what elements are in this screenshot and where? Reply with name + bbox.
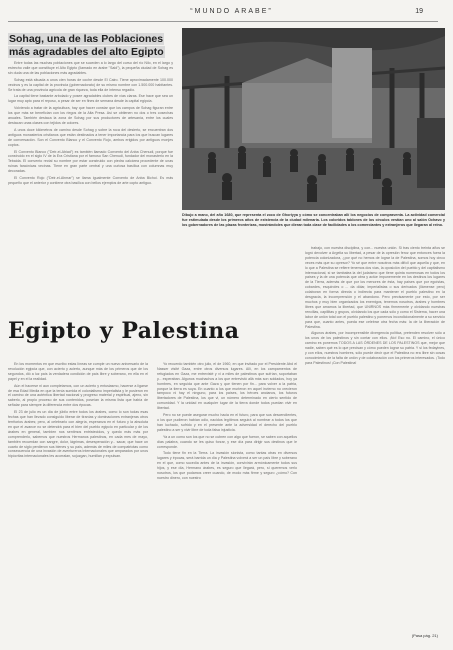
article2-paragraph: Aún el hacerse ni aun completamos, con un acierto y entusiasmo, hacerse a ligarse de esa Edad Media en que la tenía sumida el colonialismo imperialista y le pusieron en el camino de una auténtica libertad nacional y progreso material y espiritual, ajeno, sin saberlo, al propio proceso de sus contenidos, poseían la misma lista que había de señalar para siempre la diferencia entre dos épocas. xyxy=(8,383,148,408)
article2-paragraph: Pero no se puede asegurar mucho hacia en el futuro, para que sus descendientes, o los que pudieron habían odio, nacidos legítimos seguirá al nombrar a todos los que han luchado, sufrido y en el presente ante la adversidad el derecho del pueblo palestino a ser y vivir libre de toda falsa injusticia. xyxy=(157,413,297,432)
article1-paragraph: El Convento Rojo ("Deir-el-Ahmar") se llama igualmente Convento de Anba Bichoi. Es más pequeño que el anterior y contiene otra basílica con bellos ejemplos de arte copto antiguo. xyxy=(8,176,173,185)
header-rule xyxy=(8,21,438,22)
article1-paragraph: Volviendo a tratar de la agricultura, hay que hacer constar que los campos de Sohag figuran entre los que más se benefician con los riegos de la Alta Presa. Así se obtienen no dos o tres cosechas anuales. También destaca la zona de Sohag por sus productores de artesanía, entre los cuales destacan unas clases con tejidos de colores. xyxy=(8,106,173,125)
right-column-text xyxy=(305,246,445,616)
right-column-paragraph: trabajo, con nuestra disciplina, y con... nuestra unión. Si tras ciento treinta años se logró devolver a Argelia su libertad, a pesar de la opresión feroz que entonces fuera la potencia colonizadora, ¿por qué no hemos de lograr la de Palestina, somos hoy cinco veces más que su opresor? Yo sé que entre nosotros más difícil que aquella y que, en lo que a Palestina se refiere tenemos dos vías, la oposición del pueblo y del capitalismo internacional, si se tambalea la del judaísmo que tiene quinta numerosas en todos los países y la de una potencia que obra y actúe impunemente en los destinos los lugares de la Tierra, además de que por los menores de ésta, hay países que por egoístas, cobardes, esquiroles o ... da dólar, imperialistas o sus derivados (llámense pero) colaboran en forma directa o indirecta para mantener el pueblo palestino en la desgracia, la incomprensión y el abandono. Pero precisamente por esto, por ser muchos y muy bien organizados los enemigos, tenemos nosotros, árabes y hombres libres que amamos la libertad, que UNIRNOS más firmemente y olvidando nuestras rencillas, capillitas y grupos, olvidando los que cada sólo y como el Sistema, hacer una labor de unión total con el pueblo palestino y ponernos incondicionalmente a su servicio para que, cuanto antes, pueda ese celebrar otra fecha más: la de la liberación de Palestina. xyxy=(305,246,445,329)
article2-title: Egipto y Palestina xyxy=(8,318,240,344)
article1-title-line1: Sohag, una de las Poblaciones xyxy=(9,33,164,45)
article2-column-2 xyxy=(157,362,297,622)
page-number: 19 xyxy=(415,8,423,15)
article2-paragraph: Yo recuerdo también otro julio, el de 1960, en que invitado por el Presidente Abd el Nasser visité Gaza, entre otros diversos lugares. Allí, en los campamentos de refugiados en Gaza, me entrevisté y vi a miles de palestinos que sufrían, soportaban y... esperaban. Algunos muchachos a los que entrevistó allá más son soldados, hoy ya hombres, en seguida que ante Gaza y que tienen por fin... para volver a la patria, porque la tierra es suya. En cuanto a los que murieron en aquel invierno no crecieron tampoco ni hay el ninguno, para los países, los héroes ancianos, los futuros libertadores de Palestina, los que vi, un número determinado en cierto sentido de comunidad. Y la unidad en cualquier lugar de la tierra donde todos puedan vivir en libertad. xyxy=(157,362,297,411)
continued-note: (Pasa pág. 21) xyxy=(411,633,438,638)
article1-paragraph: El Convento Blanco ("Deir-el-Abiad") es también llamado Convento del Anba Chenudi, porque fue construido en el siglo IV de la Era Cristiana por el famoso San Chenudi, fundador del monasterio en la Tebaida. El convento rectal su nombre por estar construido con piedra calcárea procedente de unas ruinas faraónicas vecinas. Tiene en gran parte central y una curiosa basílica con columnas muy decoradas. xyxy=(8,149,173,174)
right-column-paragraph: Algunos árabes, por incomprensible divergencia política, pretenden resolver sólo a los unos de los palestinos y sin contar con ellos. ¡No! Eso no. El camino, el único camino es ponernos TODOS A LAS ÓRDENES DE LOS PALESTINOS que, mejor que nadie, saben qué es lo que precisan y cómo pueden lograr su patria. Y si los fedayines, y con ellos, nuestros hombres, sólo puede decir que el Palestina no era libre sin cosas conocimiento de la falta de unión y de colaboración con los primeros interesados. ¡Todo para Palestinos! ¡Con Palestina! xyxy=(305,331,445,365)
article2-paragraph: El 23 de julio es un día de júbilo entre todos los árabes, como lo son todas esas fechas que han llevado consiguido liberar de tiranías y dominaciones extranjeras otros territorios árabes; pero, al celebrarlo con alegría, esperanza en el futuro y la absoluta en que el avance no se detendrá para el bien del pueblo egipcio en particular y de los árabes en general, tambien nos sentimos entristecidos, y quedo más más por comprenderlo, sabemos que nuestros Hermanos palestinos, en cada mes de mayo, también recuerdan con sangre, dolor, lágrimas, desesperación y... sacar, que hace un cuarto de siglo perdieron sus bienes y su país, además de miles de compatriotas como consecuencia de una invasión de aventureros internacionales que amparados por unos hipócritas internacionales les acorralan, sojuzgan, humillan y expulsan. xyxy=(8,410,148,459)
souk-drawing-illustration xyxy=(182,28,445,210)
magazine-name: “MUNDO ARABE” xyxy=(190,8,273,15)
article2-column-1 xyxy=(8,362,148,622)
souk-drawing-image xyxy=(182,28,445,210)
article2-paragraph: En los momentos en que escribo estas líneas se cumple un nuevo aniversario de la revolución egipcia que, con acierto y acierto, aunque más de los primeros que de los segundos, dió a luz país la verdadera condición de país libre y soberano, en ella en el papel y en el la realidad. xyxy=(8,362,148,381)
article1-body xyxy=(8,61,173,316)
article1-paragraph: Entre todas las muchas poblaciones que se suceden a lo largo del curso del río Nilo, en el largo y estrecho valle que constituye el Alto Egipto (llamado en árabe "Said"), la pequeña ciudad de Sohag es sin duda una de las poblaciones más agradables. xyxy=(8,61,173,75)
article1-title xyxy=(8,33,173,58)
article1-title-line2: más agradables del alto Egipto xyxy=(9,45,164,58)
running-header xyxy=(40,8,423,22)
article2-paragraph: Todo tiene fin en la Tierra. La invasión sionista, como tantas otras en diversos lugares y épocas, será barrida un día y Palestina volverá a ser un país libre y soberano en el que, como sucedía antes de la invasión, convivirán armónicamente todos sus hijos, y ese día, Hermano árabes, es seguro que llegará, pero, si queremos verlo nosotros, los que podamos creer cuando, de modo más firme y seguro ¿cómo? Con nuestro dinero, con nuestro xyxy=(157,451,297,480)
article1-paragraph: Sohag está situada a unos cien horas de coche desde El Cairo. Tiene aproximadamente 100.000 vecinos y es la capital de la provincia (gobernadorato) de su mismo nombre con 1.500.000 habitantes. Se trata de una provincia agrícola de gran riqueza, toda ella de intenso regadío. xyxy=(8,77,173,92)
article1-paragraph: A unos doce kilómetros de camino desde Sohag y sobre la roca del desierto, se encuentran dos antiguos monasterios cristianos que están destinados a tener importancia para los que buscan lugares de conversación. Son el Convento Blanco y el Convento Rojo, ambos erigidos por antiguos monjes coptos. xyxy=(8,127,173,147)
article2-paragraph: Ya a un como son los que no se cubren con algo que fueron, se saben con aquellos días palabra, cuando se les quiso forzar, y ese día para dirigir sus destinos que le corresponde. xyxy=(157,434,297,449)
photo-caption: Dibujo a mano, del año 1680, que representa el zoco de Ghoriyya y cómo se concentraban allí los negocios de compraventa. La actividad comercial fue estimulada desde los primeros años de existencia de la ciudad milenaria. Los coloridos tablones de los círculos vestían uno al salón Ochavo y los gobernadores de las plazas fronterizas, mostrándoles que dieran toda clase de facilidades a los comerciantes y extranjeros que llegaran al reino. xyxy=(182,213,445,227)
article1-paragraph: La capital tiene bastante arbolado y posee agradables clubes de vías claras. Ese hace que sea un lugar muy apto para el reposo, a pesar de ser en fines de semana desde la capital egipcia. xyxy=(8,94,173,104)
